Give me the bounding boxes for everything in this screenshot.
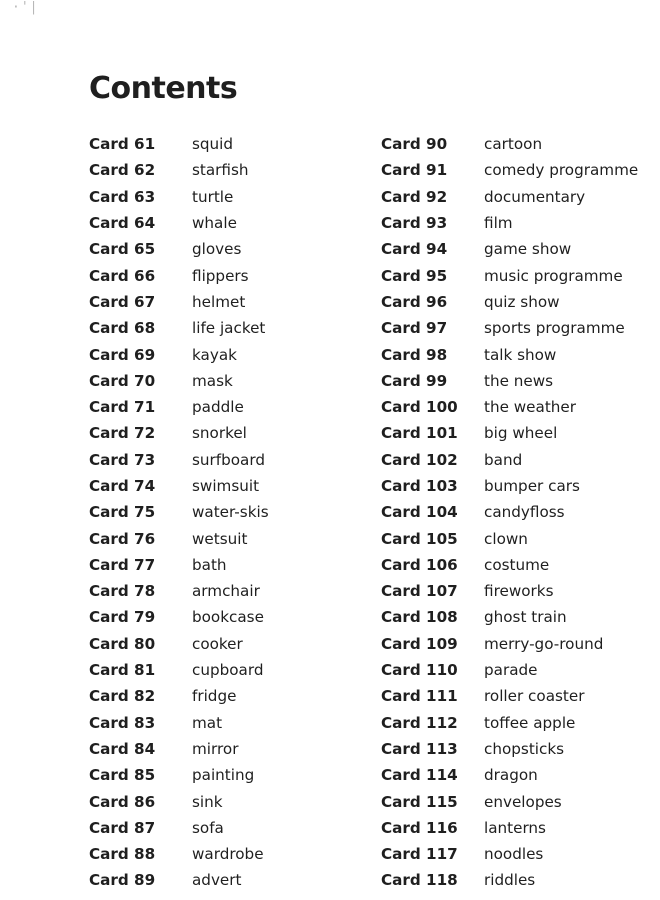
card-item-name: film bbox=[484, 214, 513, 233]
contents-entry bbox=[381, 867, 638, 893]
card-number: Card 112 bbox=[381, 713, 458, 732]
card-number: Card 78 bbox=[89, 582, 156, 601]
card-item-name: mirror bbox=[192, 739, 239, 758]
card-item-name: cartoon bbox=[484, 135, 543, 154]
card-number: Card 64 bbox=[89, 214, 156, 233]
card-number: Card 94 bbox=[381, 240, 448, 259]
contents-entry bbox=[381, 262, 638, 288]
contents-entry bbox=[89, 315, 269, 341]
card-item-name: gloves bbox=[192, 240, 242, 259]
contents-entry bbox=[89, 420, 269, 446]
card-item-name: mat bbox=[192, 713, 223, 732]
card-number: Card 109 bbox=[381, 634, 458, 653]
contents-entry bbox=[381, 788, 638, 814]
card-item-name: dragon bbox=[484, 766, 538, 785]
card-item-name: turtle bbox=[192, 187, 234, 206]
card-number: Card 107 bbox=[381, 582, 458, 601]
card-number: Card 81 bbox=[89, 661, 156, 680]
card-number: Card 86 bbox=[89, 792, 156, 811]
contents-entry bbox=[381, 552, 638, 578]
card-item-name: sink bbox=[192, 792, 223, 811]
card-item-name: talk show bbox=[484, 345, 557, 364]
contents-entry bbox=[381, 420, 638, 446]
card-item-name: starfish bbox=[192, 161, 249, 180]
contents-entry bbox=[381, 736, 638, 762]
contents-entry bbox=[381, 525, 638, 551]
card-number: Card 97 bbox=[381, 319, 448, 338]
card-number: Card 75 bbox=[89, 503, 156, 522]
card-item-name: candyfloss bbox=[484, 503, 565, 522]
card-item-name: toffee apple bbox=[484, 713, 576, 732]
contents-entry bbox=[381, 210, 638, 236]
contents-entry bbox=[381, 578, 638, 604]
card-number: Card 63 bbox=[89, 187, 156, 206]
card-item-name: snorkel bbox=[192, 424, 247, 443]
contents-entry bbox=[89, 841, 269, 867]
card-item-name: ghost train bbox=[484, 608, 567, 627]
card-item-name: big wheel bbox=[484, 424, 558, 443]
contents-entry bbox=[89, 578, 269, 604]
page-corner-mark: ·'| bbox=[12, 0, 39, 15]
card-number: Card 72 bbox=[89, 424, 156, 443]
card-item-name: sofa bbox=[192, 818, 224, 837]
card-item-name: advert bbox=[192, 871, 242, 890]
card-item-name: wetsuit bbox=[192, 529, 248, 548]
card-number: Card 66 bbox=[89, 266, 156, 285]
card-item-name: riddles bbox=[484, 871, 536, 890]
contents-entry bbox=[381, 762, 638, 788]
contents-entry bbox=[89, 815, 269, 841]
card-number: Card 87 bbox=[89, 818, 156, 837]
card-number: Card 61 bbox=[89, 135, 156, 154]
contents-entry bbox=[89, 289, 269, 315]
contents-entry bbox=[381, 473, 638, 499]
card-number: Card 67 bbox=[89, 292, 156, 311]
card-number: Card 77 bbox=[89, 555, 156, 574]
card-item-name: costume bbox=[484, 555, 550, 574]
card-item-name: noodles bbox=[484, 845, 544, 864]
card-number: Card 95 bbox=[381, 266, 448, 285]
card-number: Card 80 bbox=[89, 634, 156, 653]
card-number: Card 100 bbox=[381, 398, 458, 417]
card-number: Card 102 bbox=[381, 450, 458, 469]
card-number: Card 106 bbox=[381, 555, 458, 574]
card-item-name: documentary bbox=[484, 187, 586, 206]
card-number: Card 116 bbox=[381, 818, 458, 837]
contents-entry bbox=[89, 552, 269, 578]
contents-entry bbox=[381, 841, 638, 867]
card-number: Card 105 bbox=[381, 529, 458, 548]
contents-entry bbox=[89, 341, 269, 367]
card-item-name: the weather bbox=[484, 398, 576, 417]
contents-entry bbox=[381, 499, 638, 525]
card-item-name: life jacket bbox=[192, 319, 266, 338]
card-number: Card 118 bbox=[381, 871, 458, 890]
contents-entry bbox=[89, 683, 269, 709]
card-item-name: paddle bbox=[192, 398, 244, 417]
card-number: Card 71 bbox=[89, 398, 156, 417]
card-item-name: flippers bbox=[192, 266, 249, 285]
card-item-name: armchair bbox=[192, 582, 260, 601]
card-number: Card 117 bbox=[381, 845, 458, 864]
card-number: Card 104 bbox=[381, 503, 458, 522]
card-item-name: music programme bbox=[484, 266, 623, 285]
card-number: Card 113 bbox=[381, 739, 458, 758]
card-item-name: band bbox=[484, 450, 523, 469]
card-number: Card 74 bbox=[89, 477, 156, 495]
card-number: Card 99 bbox=[381, 371, 448, 390]
card-number: Card 69 bbox=[89, 345, 156, 364]
card-item-name: painting bbox=[192, 766, 255, 785]
contents-column-right bbox=[381, 131, 638, 894]
contents-entry bbox=[89, 762, 269, 788]
contents-entry bbox=[381, 341, 638, 367]
contents-entry bbox=[381, 289, 638, 315]
card-number: Card 85 bbox=[89, 766, 156, 785]
contents-entry bbox=[381, 368, 638, 394]
card-item-name: bath bbox=[192, 555, 227, 574]
card-number: Card 90 bbox=[381, 135, 448, 154]
card-number: Card 73 bbox=[89, 450, 156, 469]
contents-entry bbox=[381, 184, 638, 210]
card-item-name: sports programme bbox=[484, 319, 625, 338]
card-item-name: squid bbox=[192, 135, 234, 154]
card-number: Card 110 bbox=[381, 661, 458, 680]
contents-entry bbox=[89, 631, 269, 657]
card-number: Card 92 bbox=[381, 187, 448, 206]
contents-entry bbox=[381, 394, 638, 420]
card-number: Card 62 bbox=[89, 161, 156, 180]
contents-entry bbox=[89, 210, 269, 236]
card-item-name: quiz show bbox=[484, 292, 560, 311]
card-number: Card 114 bbox=[381, 766, 458, 785]
card-number: Card 82 bbox=[89, 687, 156, 706]
card-number: Card 115 bbox=[381, 792, 458, 811]
card-number: Card 88 bbox=[89, 845, 156, 864]
contents-entry bbox=[381, 157, 638, 183]
card-item-name: water-skis bbox=[192, 503, 269, 522]
card-item-name: chopsticks bbox=[484, 739, 565, 758]
card-number: Card 101 bbox=[381, 424, 458, 443]
card-item-name: kayak bbox=[192, 345, 237, 364]
contents-entry bbox=[89, 447, 269, 473]
card-number: Card 98 bbox=[381, 345, 448, 364]
contents-entry bbox=[89, 867, 269, 893]
contents-entry bbox=[89, 131, 269, 157]
contents-entry bbox=[89, 525, 269, 551]
card-number: Card 108 bbox=[381, 608, 458, 627]
card-item-name: game show bbox=[484, 240, 572, 259]
contents-entry bbox=[89, 788, 269, 814]
card-item-name: cooker bbox=[192, 634, 243, 653]
card-item-name: fireworks bbox=[484, 582, 554, 601]
card-item-name: the news bbox=[484, 371, 554, 390]
contents-entry bbox=[381, 710, 638, 736]
card-item-name: mask bbox=[192, 371, 233, 390]
card-number: Card 111 bbox=[381, 687, 458, 706]
contents-entry bbox=[89, 736, 269, 762]
contents-entry bbox=[381, 236, 638, 262]
card-number: Card 91 bbox=[381, 161, 448, 180]
contents-entry bbox=[89, 184, 269, 210]
contents-entry bbox=[89, 657, 269, 683]
contents-entry bbox=[381, 447, 638, 473]
page-title: Contents bbox=[89, 71, 238, 106]
contents-entry bbox=[89, 262, 269, 288]
card-number: Card 68 bbox=[89, 319, 156, 338]
card-number: Card 65 bbox=[89, 240, 156, 259]
contents-entry bbox=[381, 631, 638, 657]
card-item-name: cupboard bbox=[192, 661, 264, 680]
card-number: Card 83 bbox=[89, 713, 156, 732]
contents-entry bbox=[89, 236, 269, 262]
card-item-name: parade bbox=[484, 661, 538, 680]
card-item-name: swimsuit bbox=[192, 477, 260, 495]
contents-entry bbox=[381, 683, 638, 709]
card-item-name: bumper cars bbox=[484, 477, 580, 495]
card-item-name: bookcase bbox=[192, 608, 264, 627]
contents-entry bbox=[381, 131, 638, 157]
card-item-name: roller coaster bbox=[484, 687, 585, 706]
card-item-name: merry-go-round bbox=[484, 634, 604, 653]
card-item-name: envelopes bbox=[484, 792, 562, 811]
contents-entry bbox=[381, 604, 638, 630]
contents-entry bbox=[89, 473, 269, 499]
contents-entry bbox=[381, 815, 638, 841]
card-item-name: wardrobe bbox=[192, 845, 264, 864]
contents-entry bbox=[89, 394, 269, 420]
card-item-name: fridge bbox=[192, 687, 237, 706]
card-item-name: lanterns bbox=[484, 818, 546, 837]
contents-entry bbox=[381, 657, 638, 683]
card-number: Card 70 bbox=[89, 371, 156, 390]
card-number: Card 79 bbox=[89, 608, 156, 627]
contents-entry bbox=[89, 157, 269, 183]
card-number: Card 89 bbox=[89, 871, 156, 890]
contents-entry bbox=[89, 499, 269, 525]
contents-entry bbox=[89, 710, 269, 736]
contents-column-left bbox=[89, 131, 269, 894]
card-number: Card 96 bbox=[381, 292, 448, 311]
card-number: Card 84 bbox=[89, 739, 156, 758]
card-number: Card 93 bbox=[381, 214, 448, 233]
card-item-name: whale bbox=[192, 214, 237, 233]
card-item-name: surfboard bbox=[192, 450, 265, 469]
contents-entry bbox=[89, 604, 269, 630]
card-item-name: helmet bbox=[192, 292, 246, 311]
card-number: Card 103 bbox=[381, 477, 458, 495]
card-item-name: clown bbox=[484, 529, 528, 548]
contents-entry bbox=[89, 368, 269, 394]
card-number: Card 76 bbox=[89, 529, 156, 548]
contents-entry bbox=[381, 315, 638, 341]
card-item-name: comedy programme bbox=[484, 161, 639, 180]
